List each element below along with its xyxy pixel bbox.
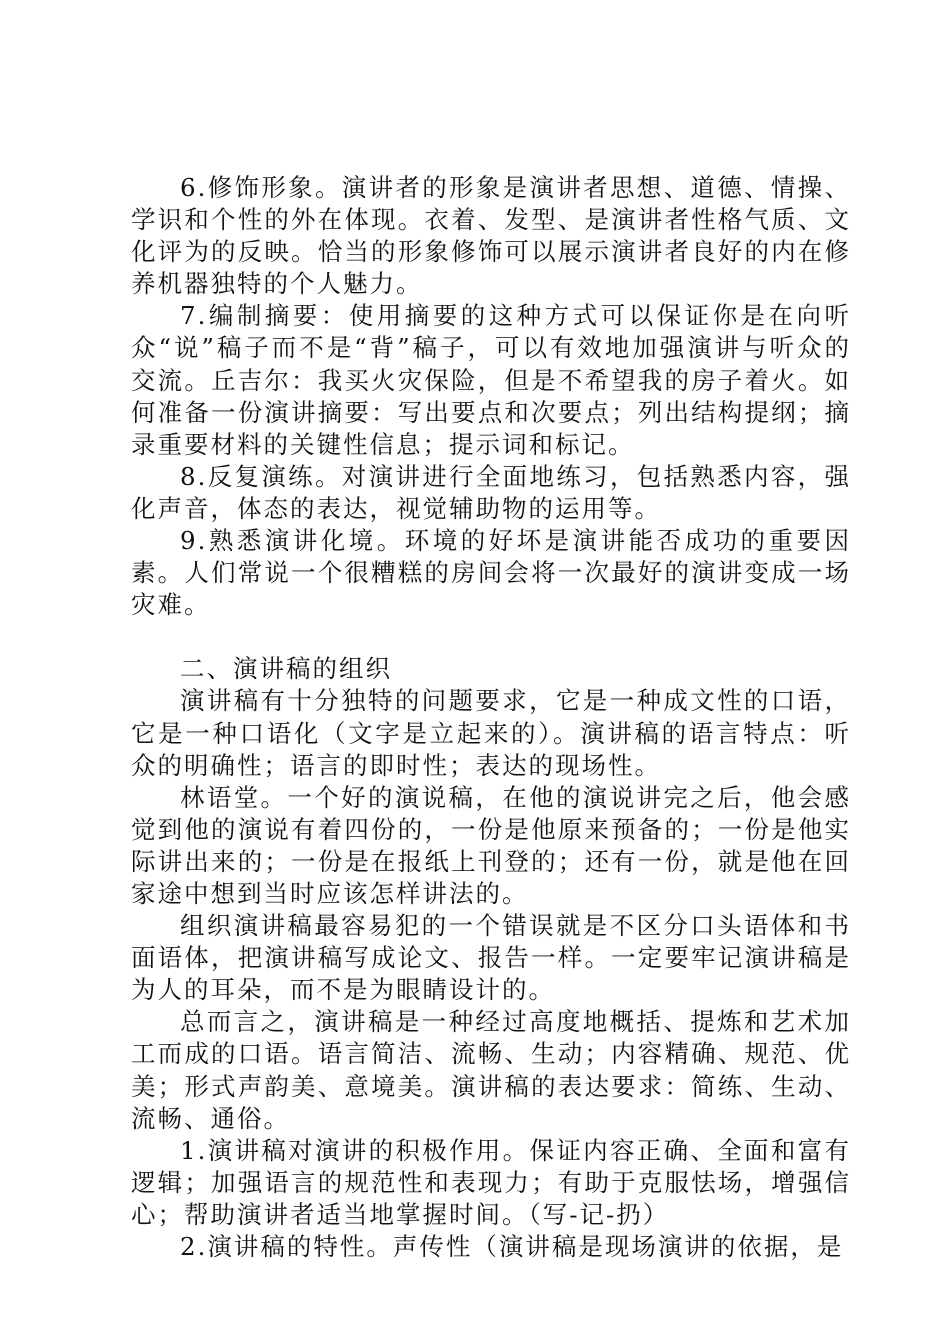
paragraph-numbered-1: 1.演讲稿对演讲的积极作用。保证内容正确、全面和富有逻辑；加强语言的规范性和表现力；有助于克服怯场，增强信心；帮助演讲者适当地掌握时间。（写-记-扔） — [131, 1135, 851, 1229]
paragraph-summary: 总而言之，演讲稿是一种经过高度地概括、提炼和艺术加工而成的口语。语言简洁、流畅、生动；内容精确、规范、优美；形式声韵美、意境美。演讲稿的表达要求：简练、生动、流畅、通俗。 — [131, 1007, 851, 1133]
paragraph-speech-requirements: 演讲稿有十分独特的问题要求，它是一种成文性的口语，它是一种口语化（文字是立起来的）。演讲稿的语言特点：听众的明确性；语言的即时性；表达的现场性。 — [131, 686, 851, 780]
paragraph-item-9: 9.熟悉演讲化境。环境的好坏是演讲能否成功的重要因素。人们常说一个很糟糕的房间会将一次最好的演讲变成一场灾难。 — [131, 526, 851, 620]
section-heading: 二、演讲稿的组织 — [180, 654, 392, 684]
document-body — [131, 172, 851, 1263]
paragraph-lin-yutang: 林语堂。一个好的演说稿，在他的演说讲完之后，他会感觉到他的演说有着四份的，一份是他原来预备的；一份是他实际讲出来的；一份是在报纸上刊登的；还有一份，就是他在回家途中想到当时应该怎样讲法的。 — [131, 782, 851, 908]
paragraph-item-8: 8.反复演练。对演讲进行全面地练习，包括熟悉内容，强化声音，体态的表达，视觉辅助物的运用等。 — [131, 461, 851, 523]
paragraph-item-7: 7.编制摘要：使用摘要的这种方式可以保证你是在向听众“说”稿子而不是“背”稿子，可以有效地加强演讲与听众的交流。丘吉尔：我买火灾保险，但是不希望我的房子着火。如何准备一份演讲摘要：写出要点和次要点；列出结构提纲；摘录重要材料的关键性信息；提示词和标记。 — [131, 301, 851, 459]
paragraph-common-mistake: 组织演讲稿最容易犯的一个错误就是不区分口头语体和书面语体，把演讲稿写成论文、报告一样。一定要牢记演讲稿是为人的耳朵，而不是为眼睛设计的。 — [131, 911, 851, 1005]
paragraph-numbered-2: 2.演讲稿的特性。声传性（演讲稿是现场演讲的依据，是 — [180, 1232, 844, 1261]
paragraph-item-6: 6.修饰形象。演讲者的形象是演讲者思想、道德、情操、学识和个性的外在体现。衣着、发型、是演讲者性格气质、文化评为的反映。恰当的形象修饰可以展示演讲者良好的内在修养机器独特的个人魅力。 — [131, 173, 851, 299]
